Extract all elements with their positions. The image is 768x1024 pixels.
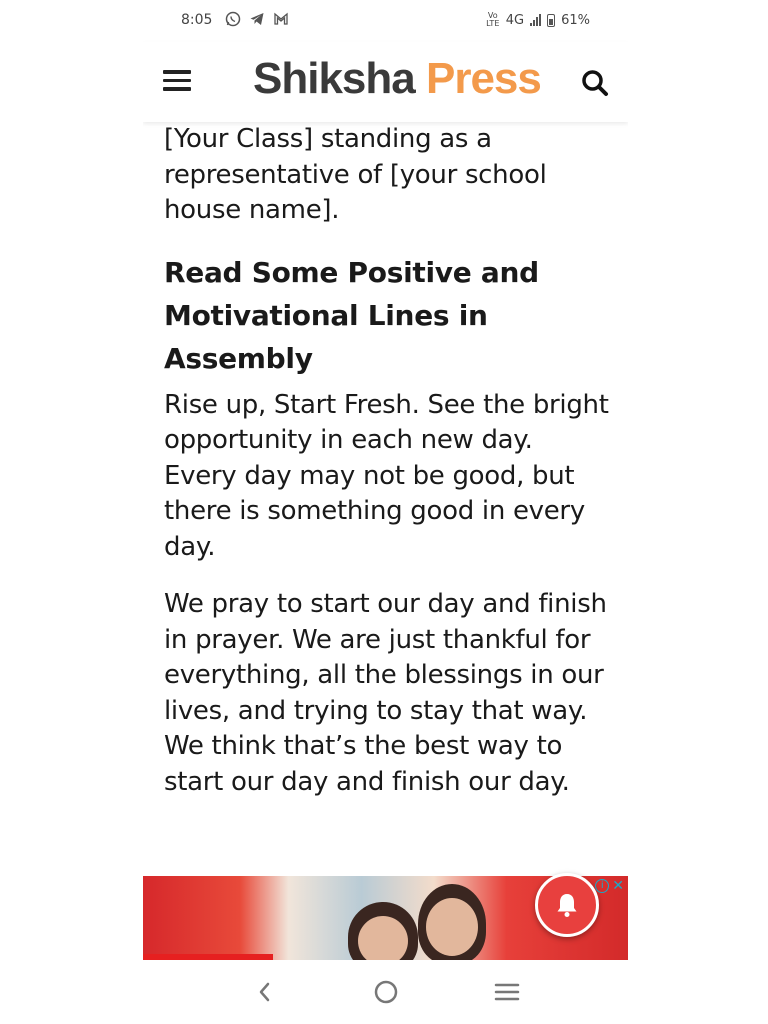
recents-icon[interactable] xyxy=(489,974,525,1010)
article-intro-text: [Your Class] standing as a representative of [your school house name]. xyxy=(164,124,547,225)
gmail-icon xyxy=(273,11,289,27)
volte-icon: Vo LTE xyxy=(486,11,500,28)
telegram-icon xyxy=(249,11,265,27)
bell-icon[interactable] xyxy=(535,873,599,937)
status-right xyxy=(486,12,590,28)
battery-icon xyxy=(547,14,555,27)
ad-controls xyxy=(595,878,624,894)
hamburger-menu-icon[interactable] xyxy=(163,70,191,94)
ad-image-face xyxy=(358,916,408,960)
article-paragraph-2: We pray to start our day and finish in prayer. We are just thankful for everything, all the blessings in our lives, and trying to stay that way. We think that’s the best way to start our day and finish our day. xyxy=(164,589,607,797)
adchoices-icon[interactable]: i xyxy=(595,879,609,893)
search-icon[interactable] xyxy=(580,68,610,98)
phone-screen xyxy=(143,0,628,1024)
logo-text-press: Press xyxy=(425,54,541,103)
status-bar xyxy=(143,0,628,42)
back-icon[interactable] xyxy=(247,974,283,1010)
battery-percent: 61% xyxy=(561,12,590,28)
system-nav-bar xyxy=(143,960,628,1024)
whatsapp-icon xyxy=(225,11,241,27)
article-heading: Read Some Positive and Motivational Lines in Assembly xyxy=(164,255,539,375)
logo-text-shiksha: Shiksha xyxy=(253,54,415,103)
notification-icons xyxy=(225,11,289,27)
network-type: 4G xyxy=(505,12,525,28)
site-logo[interactable] xyxy=(253,54,541,104)
article-body xyxy=(164,122,609,822)
site-header xyxy=(143,42,628,122)
signal-icon xyxy=(530,14,541,26)
close-icon[interactable]: ✕ xyxy=(612,878,624,894)
status-time: 8:05 xyxy=(181,12,213,28)
ad-image-face-2 xyxy=(426,898,478,956)
article-paragraph-1: Rise up, Start Fresh. See the bright opportunity in each new day. Every day may not be good, but there is something good in every day. xyxy=(164,389,609,562)
home-icon[interactable] xyxy=(368,974,404,1010)
